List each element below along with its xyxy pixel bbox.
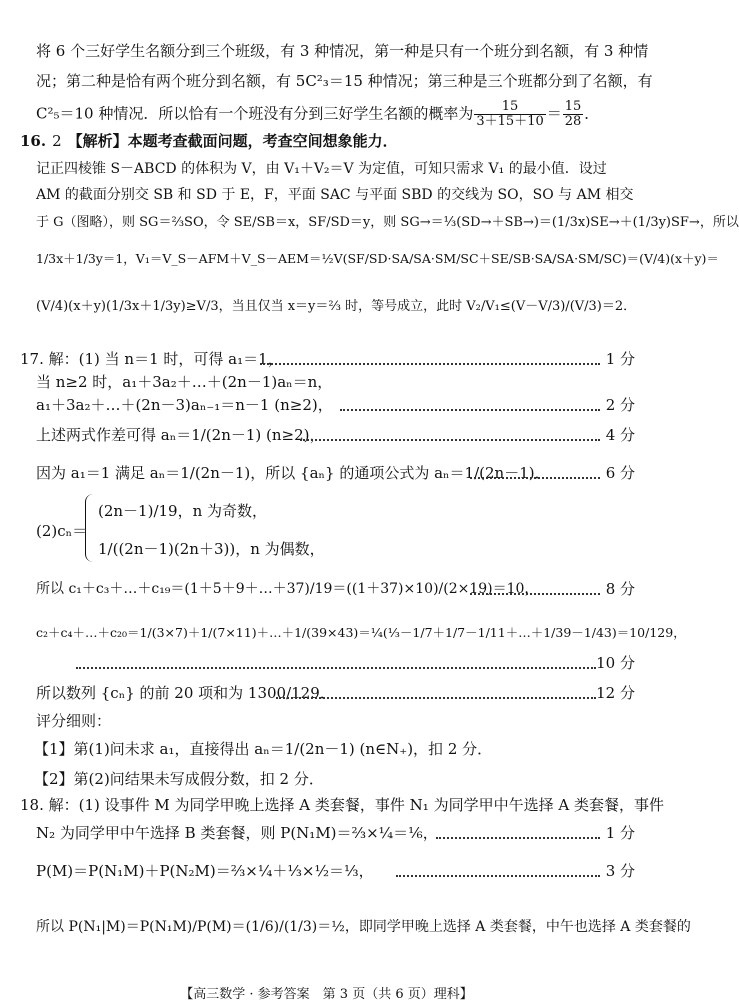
score-leader-dots	[76, 667, 596, 669]
text-line: 17. 解：(1) 当 n＝1 时，可得 a₁＝1，	[20, 350, 283, 368]
score-label: 12 分	[596, 684, 635, 702]
text-line: 上述两式作差可得 aₙ＝1/(2n－1) (n≥2)，	[36, 426, 325, 444]
question-number: 16.	[20, 132, 47, 150]
text-segment: ＝	[546, 104, 562, 123]
score-label: 8 分	[605, 580, 635, 598]
score-leader-dots	[436, 837, 600, 839]
text-line: N₂ 为同学甲中午选择 B 类套餐，则 P(N₁M)＝⅔×¼＝⅙，	[36, 824, 438, 842]
text-line: (2n－1)/19，n 为奇数，	[98, 502, 268, 520]
question-16-header	[20, 132, 627, 150]
piecewise-brace	[85, 494, 94, 562]
text-segment: C²₅＝10 种情况．所以恰有一个班没有分到三好学生名额的概率为	[36, 104, 474, 123]
fraction	[474, 100, 545, 129]
analysis-tag: 【解析】本题考查截面问题，考查空间想象能力．	[67, 132, 398, 150]
score-label: 4 分	[605, 426, 635, 444]
text-line: 评分细则：	[36, 712, 112, 730]
score-leader-dots	[470, 477, 600, 479]
text-line: 将 6 个三好学生名额分到三个班级，有 3 种情况，第一种是只有一个班分到名额，有 3 种情	[36, 42, 649, 60]
text-line: 18. 解：(1) 设事件 M 为同学甲晚上选择 A 类套餐，事件 N₁ 为同学甲中午选择 A 类套餐，事件	[20, 796, 664, 814]
score-leader-dots	[276, 697, 596, 699]
text-line: P(M)＝P(N₁M)＋P(N₂M)＝⅔×¼＋⅓×½＝⅓，	[36, 862, 374, 880]
text-line: 记正四棱锥 S－ABCD 的体积为 V，由 V₁＋V₂＝V 为定值，可知只需求 V₁ 的最小值．设过	[36, 161, 607, 177]
numerator: 15	[474, 100, 545, 115]
score-label: 6 分	[605, 464, 635, 482]
fraction	[563, 100, 584, 129]
score-leader-dots	[260, 363, 600, 365]
text-line: 因为 a₁＝1 满足 aₙ＝1/(2n－1)，所以 {aₙ} 的通项公式为 aₙ＝1/(2n－1)．	[36, 464, 550, 482]
text-line: 所以 P(N₁|M)＝P(N₁M)/P(M)＝(1/6)/(1/3)＝½，即同学甲晚上选择 A 类套餐，中午也选择 A 类套餐的	[36, 919, 691, 935]
score-leader-dots	[470, 593, 600, 595]
text-line: c₂＋c₄＋…＋c₂₀＝1/(3×7)＋1/(7×11)＋…＋1/(39×43)＝¼(⅓－1/7＋1/7－1/11＋…＋1/39－1/43)＝10/129，	[36, 625, 686, 640]
score-label: 10 分	[596, 654, 635, 672]
answer-value: 2	[52, 132, 62, 150]
text-line	[36, 100, 627, 129]
text-line: 于 G（图略），则 SG＝⅔SO，令 SE/SB＝x，SF/SD＝y，则 SG→＝⅓(SD→＋SB→)＝(1/3x)SE→＋(1/3y)SF→，所以	[36, 215, 739, 230]
text-line: 【1】第(1)问未求 a₁，直接得出 aₙ＝1/(2n－1) (n∈N₊)，扣 2 分．	[34, 740, 493, 758]
text-line: 所以 c₁＋c₃＋…＋c₁₉＝(1＋5＋9＋…＋37)/19＝((1＋37)×10)/(2×19)＝10，	[36, 581, 539, 597]
text-line: 况；第二种是恰有两个班分到名额，有 5C²₃＝15 种情况；第三种是三个班都分到了名额，有	[36, 72, 653, 90]
text-line: AM 的截面分别交 SB 和 SD 于 E，F，平面 SAC 与平面 SBD 的交线为 SO，SO 与 AM 相交	[36, 187, 634, 203]
text-segment: ．	[584, 104, 600, 123]
text-line: 1/((2n－1)(2n＋3))，n 为偶数，	[98, 540, 325, 558]
text-line: 当 n≥2 时，a₁＋3a₂＋…＋(2n－1)aₙ＝n，	[36, 373, 333, 391]
text-line: (V/4)(x＋y)(1/3x＋1/3y)≥V/3，当且仅当 x＝y＝⅔ 时，等号成立，此时 V₂/V₁≤(V－V/3)/(V/3)＝2．	[36, 299, 637, 314]
page-footer: 【高三数学 · 参考答案 第 3 页（共 6 页）理科】	[180, 987, 473, 1002]
score-label: 2 分	[605, 396, 635, 414]
text-line: a₁＋3a₂＋…＋(2n－3)aₙ₋₁＝n－1 (n≥2)，	[36, 396, 333, 414]
score-leader-dots	[396, 875, 600, 877]
text-line: 【2】第(2)问结果未写成假分数，扣 2 分．	[34, 770, 324, 788]
score-label: 1 分	[605, 824, 635, 842]
text-line: 所以数列 {cₙ} 的前 20 项和为 1300/129．	[36, 684, 335, 702]
score-leader-dots	[340, 409, 600, 411]
denominator: 28	[564, 114, 582, 129]
denominator: 3＋15＋10	[476, 114, 544, 129]
text-line: (2)cₙ＝	[36, 522, 88, 540]
score-leader-dots	[300, 439, 600, 441]
score-label: 1 分	[605, 350, 635, 368]
score-label: 3 分	[605, 862, 635, 880]
numerator: 15	[564, 99, 582, 114]
text-line: 1/3x＋1/3y＝1，V₁＝V_S－AFM＋V_S－AEM＝½V(SF/SD·SA/SA·SM/SC＋SE/SB·SA/SA·SM/SC)＝(V/4)(x＋y)＝	[36, 251, 719, 266]
